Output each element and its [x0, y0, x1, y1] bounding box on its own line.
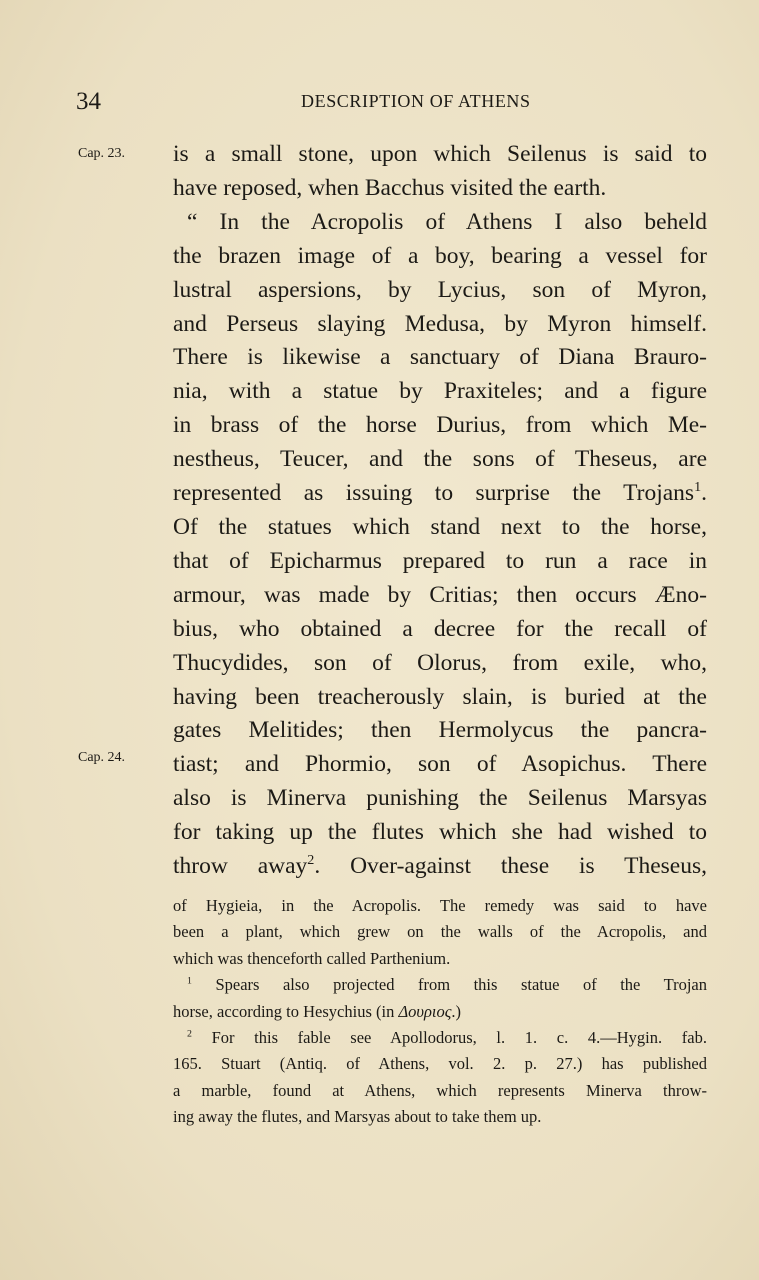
- text-line: tiast; and Phormio, son of Asopichus. There: [173, 751, 707, 778]
- text-line: have reposed, when Bacchus visited the earth.: [173, 174, 607, 201]
- footnote-marker: 1: [187, 975, 192, 987]
- footnote-text: .): [451, 1001, 462, 1021]
- text-line: is a small stone, upon which Seilenus is said to: [173, 141, 707, 167]
- text-line: Of the statues which stand next to the horse,: [173, 513, 707, 540]
- text-line: There is likewise a sanctuary of Diana Braurо-: [173, 344, 707, 371]
- text-line: armour, was made by Critias; then occurs Æno-: [173, 581, 707, 608]
- footnote-1: [173, 972, 707, 998]
- footnote-text: For this fable see Apollodorus, l. 1. c. 4.—Hygin. fab.: [211, 1028, 707, 1048]
- footnote-line: been a plant, which grew on the walls of the Acropolis, and: [173, 922, 707, 942]
- footnote-line: which was thenceforth called Parthenium.: [173, 948, 451, 968]
- text-line: “ In the Acropolis of Athens I also beheld: [187, 208, 707, 235]
- footnote-text: horse, according to Hesychius (in: [173, 1001, 395, 1021]
- footnote-line: a marble, found at Athens, which represents Minerva throw-: [173, 1080, 707, 1100]
- text-line: Thucydides, son of Olorus, from exile, who,: [173, 649, 707, 676]
- text-line: for taking up the flutes which she had wished to: [173, 819, 707, 846]
- text-line: nia, with a statue by Praxiteles; and a figure: [173, 378, 707, 405]
- text-line: and Perseus slaying Medusa, by Myron himself.: [173, 310, 707, 337]
- text-line-with-note-1: represented as issuing to surprise the Trojans$^1$.: [173, 479, 707, 507]
- footnote-ref-2: 2: [307, 852, 315, 869]
- text-line: also is Minerva punishing the Seilenus Marsyas: [173, 785, 707, 812]
- text-line: nestheus, Teucer, and the sons of Theseus, are: [173, 446, 707, 473]
- footnote-ref-1: 1: [694, 479, 702, 496]
- text-line: lustral aspersions, by Lycius, son of Myron,: [173, 276, 707, 303]
- page-number: 34: [76, 88, 101, 115]
- running-title: DESCRIPTION OF ATHENS: [301, 91, 531, 111]
- footnote-line: of Hygieia, in the Acropolis. The remedy was said to have: [173, 896, 707, 915]
- footnote-line: ing away the flutes, and Marsyas about to take them up.: [173, 1107, 542, 1127]
- text-fragment: Over-against these is Theseus,: [350, 853, 707, 880]
- margin-note-cap-24: Cap. 24.: [78, 750, 126, 765]
- greek-word: Δουριος: [398, 1001, 452, 1021]
- text-fragment: represented as issuing to surprise the Trojans: [173, 480, 695, 507]
- text-line: bius, who obtained a decree for the recall of: [173, 615, 707, 642]
- footnote-line: 165. Stuart (Antiq. of Athens, vol. 2. p. 27.) has published: [173, 1054, 707, 1074]
- text-fragment: throw away: [173, 853, 308, 880]
- text-line-with-note-2: throw away$^2$. Over-against these is Theseus,: [173, 852, 707, 880]
- text-line: gates Melitides; then Hermolycus the pancra-: [173, 717, 707, 744]
- text-line: having been treacherously slain, is buried at the: [173, 683, 707, 710]
- footnote-text: Spears also projected from this statue of the Trojan: [215, 975, 708, 995]
- margin-note-cap-23: Cap. 23.: [78, 146, 126, 161]
- main-text: [173, 138, 707, 884]
- footnote-2: [173, 1025, 707, 1051]
- text-line: in brass of the horse Durius, from which Me-: [173, 412, 707, 439]
- footnote-marker: 2: [187, 1028, 192, 1040]
- footnotes: [173, 893, 707, 1131]
- text-line: the brazen image of a boy, bearing a vessel for: [173, 242, 707, 269]
- footnote-line: [173, 999, 707, 1025]
- text-line: that of Epicharmus prepared to run a race in: [173, 547, 707, 574]
